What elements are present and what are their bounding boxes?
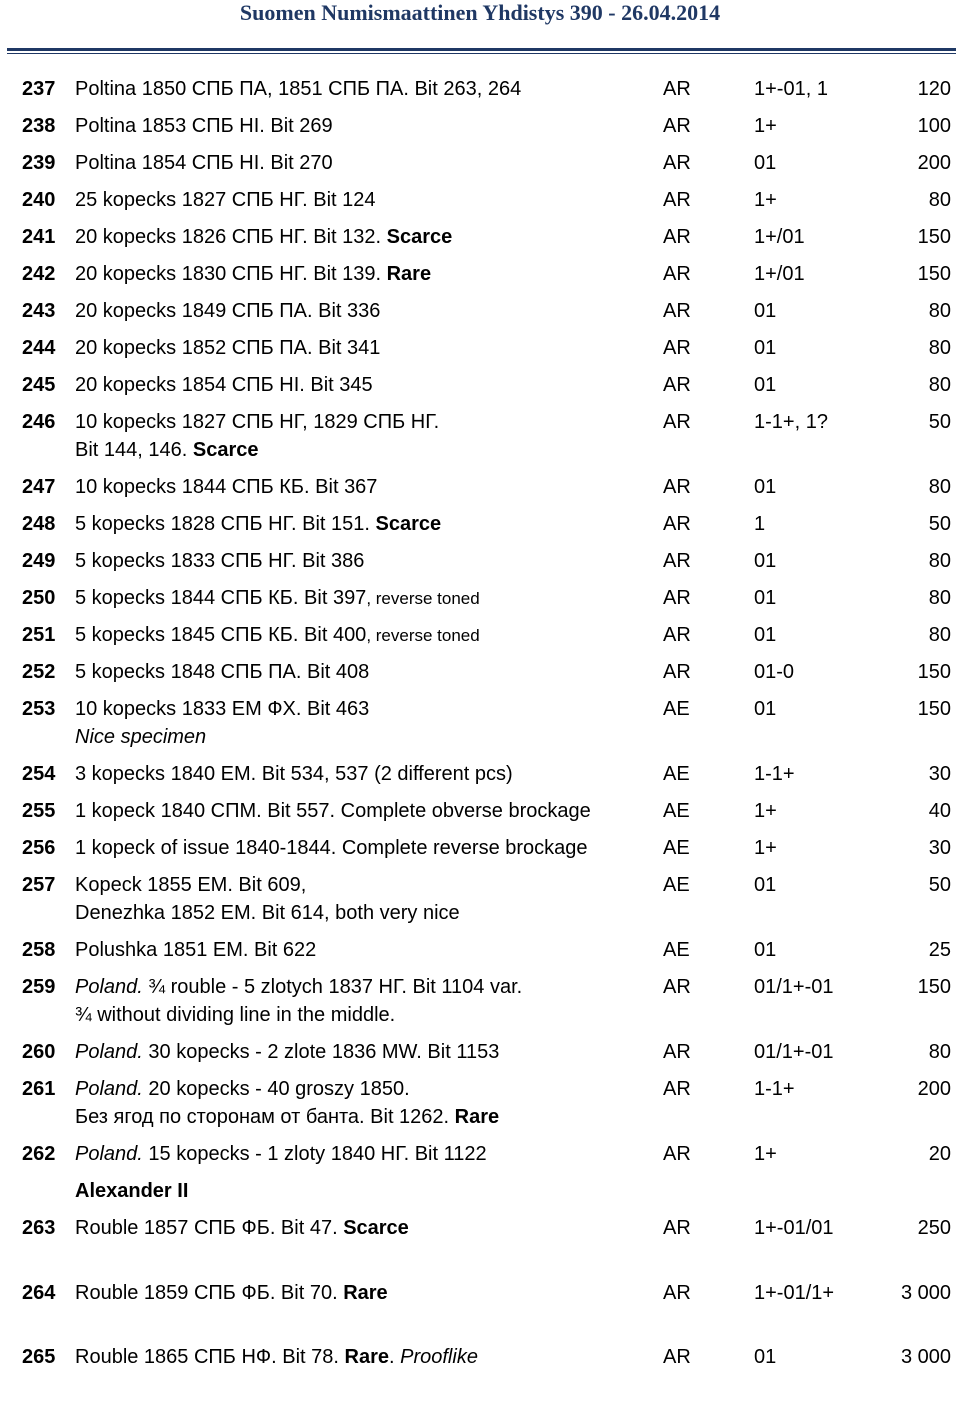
- lot-description-line2: [75, 436, 259, 464]
- lot-number: 261: [22, 1078, 56, 1100]
- lot-condition: 1+: [754, 115, 777, 137]
- lot-price: 25: [928, 939, 951, 961]
- text-run: 20 kopecks 1826 СПБ НГ. Bit 132.: [75, 226, 387, 248]
- lot-price: 150: [917, 661, 951, 683]
- lot-metal: AR: [663, 661, 691, 683]
- lot-metal: AR: [663, 587, 691, 609]
- lot-condition: 1+: [754, 1143, 777, 1165]
- lot-description: [75, 547, 364, 575]
- lot-price: 200: [917, 1078, 951, 1100]
- lot-condition: 01: [754, 1346, 777, 1368]
- text-run: Poland.: [75, 1143, 143, 1165]
- lot-description: [75, 186, 376, 214]
- lot-number: 247: [22, 476, 56, 498]
- lot-number: 240: [22, 189, 56, 211]
- lot-metal: AR: [663, 337, 691, 359]
- lot-price: 3 000: [900, 1346, 951, 1368]
- lot-condition: 1-1+: [754, 1078, 795, 1100]
- lot-metal: AE: [663, 874, 690, 896]
- lot-condition: 1+-01, 1: [754, 78, 828, 100]
- lot-number: 263: [22, 1217, 56, 1239]
- lot-condition: 01: [754, 476, 777, 498]
- lot-description: [75, 621, 480, 650]
- lot-metal: AR: [663, 976, 691, 998]
- lot-condition: 01: [754, 374, 777, 396]
- text-run: , reverse toned: [366, 589, 480, 608]
- text-run: 20 kopecks 1852 СПБ ПА. Bit 341: [75, 337, 381, 359]
- text-run: Без ягод по сторонам от банта. Bit 1262.: [75, 1106, 455, 1128]
- lot-number: 250: [22, 587, 56, 609]
- lot-price: 120: [917, 78, 951, 100]
- text-run: ¾ without dividing line in the middle.: [75, 1004, 396, 1026]
- lot-metal: AR: [663, 226, 691, 248]
- lot-description: [75, 871, 306, 899]
- lot-number: 255: [22, 800, 56, 822]
- lot-condition: 1+: [754, 837, 777, 859]
- lot-metal: AR: [663, 550, 691, 572]
- lot-price: 80: [928, 624, 951, 646]
- lot-condition: 1+/01: [754, 226, 805, 248]
- lot-price: 150: [917, 226, 951, 248]
- lot-condition: 1: [754, 513, 766, 535]
- lot-description: [75, 297, 380, 325]
- text-run: Denezhka 1852 EM. Bit 614, both very nice: [75, 902, 460, 924]
- lot-number: 242: [22, 263, 56, 285]
- lot-price: 150: [917, 263, 951, 285]
- section-title: Alexander II: [75, 1180, 189, 1202]
- lot-metal: AE: [663, 837, 690, 859]
- page-header: Suomen Numismaattinen Yhdistys 390 - 26.04.2014: [239, 0, 721, 25]
- lot-price: 20: [928, 1143, 951, 1165]
- lot-price: 80: [928, 550, 951, 572]
- lot-price: 100: [917, 115, 951, 137]
- text-run: Polushka 1851 EM. Bit 622: [75, 939, 317, 961]
- text-run: Rouble 1865 СПБ НФ. Bit 78.: [75, 1346, 345, 1368]
- lot-condition: 1+: [754, 189, 777, 211]
- lot-description: [75, 1214, 409, 1242]
- text-run: 20 kopecks 1854 СПБ HI. Bit 345: [75, 374, 373, 396]
- lot-condition: 01: [754, 939, 777, 961]
- lot-number: 248: [22, 513, 56, 535]
- text-run: Scarce: [375, 513, 442, 535]
- lot-metal: AR: [663, 152, 691, 174]
- lot-row: [0, 1279, 960, 1337]
- text-run: Poland.: [75, 1078, 143, 1100]
- lot-metal: AR: [663, 476, 691, 498]
- lot-description: [75, 760, 513, 788]
- lot-description: [75, 658, 369, 686]
- text-run: 3 kopecks 1840 EM. Bit 534, 537 (2 different pcs): [75, 763, 513, 785]
- lot-metal: AE: [663, 800, 690, 822]
- lot-price: 80: [928, 1041, 951, 1063]
- lot-description-line2: [75, 1103, 499, 1131]
- text-run: Poland.: [75, 1041, 143, 1063]
- lot-metal: AR: [663, 189, 691, 211]
- lot-number: 256: [22, 837, 56, 859]
- lot-price: 30: [928, 763, 951, 785]
- lot-price: 150: [917, 698, 951, 720]
- lot-price: 80: [928, 300, 951, 322]
- lot-number: 244: [22, 337, 56, 359]
- lot-description-line2: [75, 899, 460, 927]
- lot-number: 259: [22, 976, 56, 998]
- lot-metal: AR: [663, 1143, 691, 1165]
- lot-description: [75, 408, 439, 436]
- lot-condition: 01: [754, 300, 777, 322]
- lot-number: 262: [22, 1143, 56, 1165]
- text-run: 10 kopecks 1844 СПБ КБ. Bit 367: [75, 476, 378, 498]
- lot-description: [75, 149, 333, 177]
- text-run: Scarce: [192, 439, 259, 461]
- lot-price: 3 000: [900, 1282, 951, 1304]
- text-run: Scarce: [386, 226, 453, 248]
- lot-metal: AR: [663, 1282, 691, 1304]
- lot-condition: 1+/01: [754, 263, 805, 285]
- lot-number: 257: [22, 874, 56, 896]
- lot-description: [75, 223, 452, 251]
- lot-description: [75, 112, 333, 140]
- lot-price: 80: [928, 374, 951, 396]
- text-run: Rare: [343, 1282, 388, 1304]
- lot-description: [75, 973, 522, 1001]
- lot-price: 250: [917, 1217, 951, 1239]
- lot-row: [0, 1343, 960, 1401]
- lot-description: [75, 584, 480, 613]
- text-run: 30 kopecks - 2 zlote 1836 MW. Bit 1153: [142, 1041, 500, 1063]
- lot-condition: 01: [754, 550, 777, 572]
- text-run: 5 kopecks 1833 СПБ НГ. Bit 386: [75, 550, 365, 572]
- lot-description: [75, 510, 441, 538]
- text-run: Prooflike: [400, 1346, 478, 1368]
- lot-price: 150: [917, 976, 951, 998]
- lot-metal: AR: [663, 513, 691, 535]
- lot-metal: AR: [663, 411, 691, 433]
- lot-price: 30: [928, 837, 951, 859]
- lot-metal: AR: [663, 1217, 691, 1239]
- lot-description: [75, 75, 521, 103]
- text-run: 10 kopecks 1827 СПБ НГ, 1829 СПБ НГ.: [75, 411, 440, 433]
- lot-row: [0, 695, 960, 753]
- lot-metal: AR: [663, 115, 691, 137]
- lot-condition: 1-1+, 1?: [754, 411, 828, 433]
- lot-number: 264: [22, 1282, 56, 1304]
- lot-description: [75, 473, 377, 501]
- lot-metal: AE: [663, 698, 690, 720]
- lot-description: [75, 1140, 487, 1168]
- lot-description-line2: [75, 1001, 395, 1029]
- lot-description-line2: [75, 723, 206, 751]
- lot-condition: 1+-01/01: [754, 1217, 834, 1239]
- text-run: 10 kopecks 1833 EM ФХ. Bit 463: [75, 698, 370, 720]
- lot-price: 40: [928, 800, 951, 822]
- lot-condition: 01: [754, 624, 777, 646]
- lot-description: [75, 1343, 478, 1371]
- lot-condition: 01/1+-01: [754, 976, 834, 998]
- lot-number: 265: [22, 1346, 56, 1368]
- text-run: 20 kopecks 1849 СПБ ПА. Bit 336: [75, 300, 381, 322]
- text-run: 5 kopecks 1844 СПБ КБ. Bit 397: [75, 587, 367, 609]
- lot-number: 237: [22, 78, 56, 100]
- lot-number: 258: [22, 939, 56, 961]
- lot-price: 200: [917, 152, 951, 174]
- lot-description: [75, 834, 588, 862]
- lot-metal: AR: [663, 624, 691, 646]
- lot-metal: AR: [663, 1041, 691, 1063]
- lot-description: [75, 797, 591, 825]
- lot-row: [0, 408, 960, 466]
- text-run: 1 kopeck of issue 1840-1844. Complete reverse brockage: [75, 837, 588, 859]
- lot-metal: AE: [663, 763, 690, 785]
- lot-number: 260: [22, 1041, 56, 1063]
- lot-description: [75, 371, 373, 399]
- lot-condition: 01: [754, 874, 777, 896]
- lot-metal: AR: [663, 78, 691, 100]
- lot-row: [0, 871, 960, 929]
- lot-condition: 01: [754, 152, 777, 174]
- lot-number: 249: [22, 550, 56, 572]
- lot-metal: AR: [663, 263, 691, 285]
- text-run: 1 kopeck 1840 СПМ. Bit 557. Complete obverse brockage: [75, 800, 591, 822]
- lot-number: 238: [22, 115, 56, 137]
- lot-description: [75, 1038, 499, 1066]
- lot-metal: AE: [663, 939, 690, 961]
- lot-price: 80: [928, 189, 951, 211]
- lot-description: [75, 334, 380, 362]
- lot-number: 254: [22, 763, 56, 785]
- text-run: 20 kopecks 1830 СПБ НГ. Bit 139.: [75, 263, 387, 285]
- text-run: Poltina 1854 СПБ HI. Bit 270: [75, 152, 333, 174]
- lot-number: 246: [22, 411, 56, 433]
- text-run: , reverse toned: [366, 626, 480, 645]
- lot-price: 50: [928, 513, 951, 535]
- text-run: 15 kopecks - 1 zloty 1840 НГ. Bit 1122: [142, 1143, 487, 1165]
- text-run: ¾ rouble - 5 zlotych 1837 НГ. Bit 1104 var.: [142, 976, 523, 998]
- lot-condition: 1-1+: [754, 763, 795, 785]
- lot-condition: 01-0: [754, 661, 795, 683]
- lot-description: [75, 936, 316, 964]
- lot-number: 239: [22, 152, 56, 174]
- text-run: Rare: [454, 1106, 500, 1128]
- lot-number: 241: [22, 226, 56, 248]
- lot-number: 253: [22, 698, 56, 720]
- lot-price: 80: [928, 337, 951, 359]
- lot-condition: 01: [754, 587, 777, 609]
- lot-number: 251: [22, 624, 56, 646]
- text-run: Poltina 1850 СПБ ПА, 1851 СПБ ПА. Bit 263, 264: [75, 78, 522, 100]
- text-run: 25 kopecks 1827 СПБ НГ. Bit 124: [75, 189, 376, 211]
- lot-description: [75, 1279, 388, 1307]
- text-run: Scarce: [343, 1217, 409, 1239]
- lot-row: [0, 1075, 960, 1133]
- lot-price: 50: [928, 874, 951, 896]
- lot-price: 50: [928, 411, 951, 433]
- text-run: 5 kopecks 1828 СПБ НГ. Bit 151.: [75, 513, 376, 535]
- lot-metal: AR: [663, 300, 691, 322]
- text-run: Rouble 1859 СПБ ФБ. Bit 70.: [75, 1282, 344, 1304]
- lot-price: 80: [928, 587, 951, 609]
- lot-condition: 01: [754, 698, 777, 720]
- text-run: Poltina 1853 СПБ HI. Bit 269: [75, 115, 333, 137]
- text-run: 5 kopecks 1848 СПБ ПА. Bit 408: [75, 661, 370, 683]
- text-run: 5 kopecks 1845 СПБ КБ. Bit 400: [75, 624, 367, 646]
- text-run: Nice specimen: [75, 726, 207, 748]
- lot-number: 243: [22, 300, 56, 322]
- lot-description: [75, 1075, 410, 1103]
- lot-number: 245: [22, 374, 56, 396]
- lot-description: [75, 260, 431, 288]
- text-run: Rare: [344, 1346, 389, 1368]
- lot-condition: 01/1+-01: [754, 1041, 834, 1063]
- text-run: 20 kopecks - 40 groszy 1850.: [142, 1078, 410, 1100]
- lot-condition: 1+: [754, 800, 777, 822]
- lot-row: [0, 973, 960, 1031]
- lot-condition: 1+-01/1+: [754, 1282, 835, 1304]
- lot-description: [75, 695, 369, 723]
- lot-metal: AR: [663, 1078, 691, 1100]
- text-run: Rouble 1857 СПБ ФБ. Bit 47.: [75, 1217, 344, 1239]
- text-run: .: [389, 1346, 401, 1368]
- text-run: Rare: [386, 263, 432, 285]
- lot-row: [0, 1214, 960, 1272]
- text-run: Bit 144, 146.: [75, 439, 193, 461]
- lot-metal: AR: [663, 1346, 691, 1368]
- lot-metal: AR: [663, 374, 691, 396]
- lot-price: 80: [928, 476, 951, 498]
- lot-number: 252: [22, 661, 56, 683]
- text-run: Kopeck 1855 EM. Bit 609,: [75, 874, 307, 896]
- text-run: Poland.: [75, 976, 143, 998]
- lot-condition: 01: [754, 337, 777, 359]
